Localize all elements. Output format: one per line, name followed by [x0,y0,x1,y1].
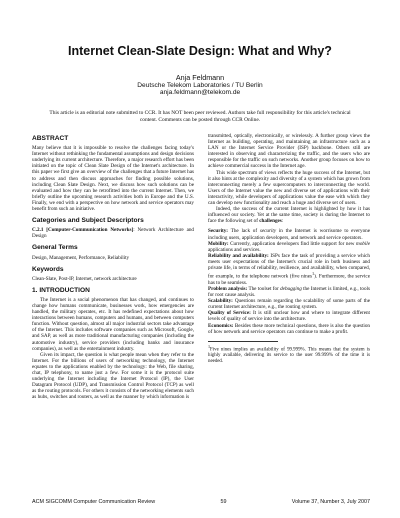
challenge-label: Scalability: [208,298,233,305]
footer-page-number: 59 [220,499,227,505]
footnote-text: Five nines implies an availability of 99.999%. This means that the system is highly available, delivering its service to the user 99.999% of the time it is needed. [208,347,370,364]
challenge-text: Questions remain regarding the scalability of some parts of the current Internet architecture, e.g., the routing system. [208,298,370,311]
introduction-heading: 1. INTRODUCTION [32,286,90,294]
page-footer [32,499,370,505]
challenge-label: Security: [208,228,228,235]
author-block [0,74,400,97]
challenge-item [208,241,370,253]
challenge-emphasis: security [259,228,277,235]
paper-title: Internet Clean-Slate Design: What and Why? [68,44,332,58]
terms-heading: General Terms [32,244,78,252]
challenge-text: The toolset for [248,285,281,292]
challenge-item [208,228,370,240]
challenge-text: ISPs face the task of providing a service which meets user expectations of the Internet's crucial role in both business and private life, in terms of reliability, resilience, and availability, when compared, for example, to the telephone network (five nines [208,252,370,280]
footnote-mark: 1 [208,343,211,349]
categories-rest: : Network Architecture and Design [32,227,194,240]
footer-volume: Volume 37, Number 3, July 2007 [291,499,370,505]
challenge-text-end: in the Internet is worrisome to everyone including users, application developers, and network and service operators. [208,228,370,241]
challenge-text: Currently, application developers find little support for new [230,240,356,247]
author-affiliation: Deutsche Telekom Laboratories / TU Berlin [137,81,263,89]
categories-text [32,227,194,239]
right-paragraph-3: Indeed, the success of the current Internet is highlighted by how it has influenced our society. Yet at the same time, society is during the Internet to face the following set of challenges: [208,206,370,225]
keywords-heading: Keywords [32,265,64,273]
terms-text: Design, Management, Performance, Reliability [32,254,130,261]
footer-journal: ACM SIGCOMM Computer Communication Review [32,499,156,505]
footnote-rule [208,341,278,342]
challenge-label: Problem analysis: [208,285,248,292]
right-column [208,133,370,365]
challenge-emphasis: debugging [280,285,302,292]
challenge-text-end: ). Furthermore, the service has to be seamless. [208,273,370,286]
challenge-text: The lack of [230,228,260,235]
challenge-item [208,323,370,335]
right-paragraph-2: This wide spectrum of views reflects the huge success of the Internet, but it also hints at the complexity and diversity of a system which has grown from interconnecting merely a few supercomputers to interconnecting the world. Users of the Internet value the new and diverse set of applications with their interactivity, while developers of applications value the ease with which they can develop new functionality and reach a huge and diverse set of users. [208,169,370,207]
left-column [32,133,194,400]
author-email: anja.feldmann@telekom.de [159,89,241,97]
abstract-heading: ABSTRACT [32,135,69,142]
challenge-text: It is still unclear how and where to integrate different levels of quality of service into the architecture. [208,310,370,323]
challenge-label: Reliability and availability: [208,252,269,259]
challenge-label: Mobility: [208,240,229,247]
challenge-text-end: applications and services. [208,246,261,253]
intro-paragraph-1: The Internet is a social phenomenon that has changed, and continues to change how humans communicate, businesses work, how emergencies are handled, the military operates, etc. It has redefined expectations about how interactions between humans, computers and humans, and between computers function. Without question, almost all major industrial sectors take advantage of the Internet. This includes software companies such as Microsoft, Google, and SAP, as well as more traditional manufacturing companies (including the automotive industry), service providers (including banks and insurance companies), as well as the entertainment industry. [32,296,194,352]
challenge-label: Economics: [208,322,234,329]
abstract-text: Many believe that it is impossible to resolve the challenges facing today's Internet without rethinking the fundamental assumptions and design decisions underlying its current architecture. Therefore, a major research effort has been initiated on the topic of Clean Slate Design of the Internet's architecture. In this paper we first give an overview of the challenges that a future Internet has to address and then discuss approaches for finding possible solutions, including Clean Slate Design. Next, we discuss how such solutions can be evaluated and how they can be retrofitted into the current Internet. Then, we briefly outline the upcoming research activities both in Europe and the U.S. Finally, we end with a perspective on how network and service operators may benefit from such an initiative. [32,145,194,213]
challenge-text-end: the Internet is limited, e.g., tools for root cause analysis. [208,285,370,299]
challenge-item [208,310,370,322]
challenge-list [208,228,370,334]
challenge-item [208,286,370,298]
editorial-note: This article is an editorial note submitted to CCR. It has NOT been peer reviewed. Authors take full responsibility for this article's technical content. Comments can be posted through CCR Online. [49,110,351,123]
challenge-text: Besides these more technical questions, there is also the question of how network and service operators can continue to make a profit. [208,322,370,335]
challenge-emphasis: mobile [356,240,370,247]
author-name: Anja Feldmann [175,73,225,82]
intro-paragraph-2: Given its impact, the question is what people mean when they refer to the Internet. For the billions of users of networking technology, the Internet equates to the applications enabled by the technology: the Web, file sharing, chat, IP telephony, to name just a few. For some it is the protocol suite underlying the Internet including the Internet Protocol (IP), the User Datagram Protocol (UDP), and Transmission Control Protocol (TCP) as well as the routing protocols. For others it consists of the networking elements such as hubs, switches and routers, as well as the manner by which information is [32,351,194,401]
challenge-item [208,298,370,310]
challenge-item [208,253,370,286]
challenge-label: Quality of Service: [208,310,251,317]
challenges-word: challenges [259,218,282,225]
keywords-text: Clean-Slate, Post-IP, Internet, network architecture [32,275,137,282]
categories-heading: Categories and Subject Descriptors [32,217,144,225]
right-paragraph-1: transmitted, optically, electronically, or wirelessly. A further group views the Internet as building, operating, and maintaining an infrastructure such as a LAN or the Internet Service Provider (ISP) backbone. Others still are interested in observing and characterizing the traffic, and the users who are responsible for the traffic on such networks. Another group focuses on how to achieve commercial success in the Internet age. [208,133,370,170]
footnote-ref[interactable]: 1 [312,271,315,277]
footnote [208,344,370,365]
categories-code: C.2.1 [Computer-Communication Networks] [32,227,134,234]
